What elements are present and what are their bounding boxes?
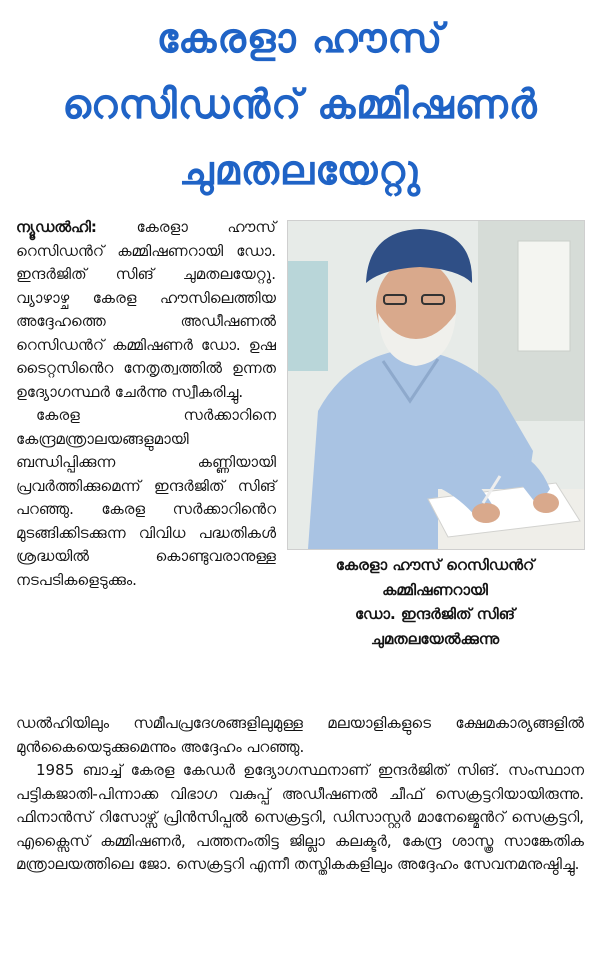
headline	[0, 6, 600, 204]
article-full-width	[16, 712, 584, 877]
article-left-column	[16, 216, 276, 592]
article-paragraph-1	[16, 216, 276, 404]
dateline: ന്യൂഡൽഹി:	[16, 218, 97, 236]
photo-caption	[287, 553, 583, 651]
article-paragraph-2: കേരള സർക്കാറിനെ കേന്ദ്രമന്ത്രാലയങ്ങളുമായി ബന്ധിപ്പിക്കുന്ന കണ്ണിയായി പ്രവർത്തിക്കുമെന്ന് ഇന്ദർജിത് സിങ് പറഞ്ഞു. കേരള സർക്കാറിൻെറ മുടങ്ങിക്കിടക്കുന്ന വിവിധ പദ്ധതികൾ ശ്രദ്ധയിൽ കൊണ്ടുവരാനുള്ള നടപടികളെടുക്കും.	[16, 406, 276, 589]
caption-line-2: കമ്മിഷണറായി	[382, 580, 488, 599]
headline-line-2: റെസിഡൻറ് കമ്മിഷണർ	[62, 82, 538, 128]
photo-illustration	[288, 221, 584, 549]
news-photo	[287, 220, 585, 550]
caption-line-4: ചുമതലയേൽക്കുന്നു	[370, 629, 500, 648]
headline-line-3: ചുമതലയേറ്റു	[179, 148, 421, 194]
article-paragraph-3: 1985 ബാച്ച് കേരള കേഡർ ഉദ്യോഗസ്ഥനാണ് ഇന്ദർജിത് സിങ്. സംസ്ഥാന പട്ടികജാതി-പിന്നാക്ക വിഭാഗ വകുപ്പ് അഡീഷണൽ ചീഫ് സെക്രട്ടറിയായിരുന്നു. ഫിനാൻസ് റിസോഴ്സ് പ്രിൻസിപ്പൽ സെക്രട്ടറി, ഡിസാസ്റ്റർ മാനേജ്മെൻറ് സെക്രട്ടറി, എക്സൈസ് കമ്മിഷണർ, പത്തനംതിട്ട ജില്ലാ കലക്ടർ, കേന്ദ്ര ശാസ്ത്ര സാങ്കേതിക മന്ത്രാലയത്തിലെ ജോ. സെക്രട്ടറി എന്നീ തസ്തികകളിലും അദ്ദേഹം സേവനമനുഷ്ഠിച്ചു.	[16, 761, 584, 873]
article-paragraph-2-continued: ഡൽഹിയിലും സമീപപ്രദേശങ്ങളിലുമുള്ള മലയാളികളുടെ ക്ഷേമകാര്യങ്ങളിൽ മുൻകൈയെടുക്കുമെന്നും അദ്ദേഹം പറഞ്ഞു.	[16, 714, 584, 756]
caption-line-3: ഡോ. ഇന്ദർജിത് സിങ്	[354, 605, 516, 623]
paragraph-1-text: കേരളാ ഹൗസ് റെസിഡൻറ് കമ്മിഷണറായി ഡോ. ഇന്ദർജിത് സിങ് ചുമതലയേറ്റു. വ്യാഴാഴ്ച കേരള ഹൗസിലെത്തിയ അദ്ദേഹത്തെ അഡീഷണൽ റെസിഡൻറ് കമ്മിഷണർ ഡോ. ഉഷ ടൈറ്റസിൻെറ നേതൃത്വത്തിൽ ഉന്നത ഉദ്യോഗസ്ഥർ ചേർന്നു സ്വീകരിച്ചു.	[16, 218, 276, 401]
caption-line-1: കേരളാ ഹൗസ് റെസിഡൻറ്	[335, 556, 535, 574]
headline-line-1: കേരളാ ഹൗസ്	[156, 16, 444, 62]
